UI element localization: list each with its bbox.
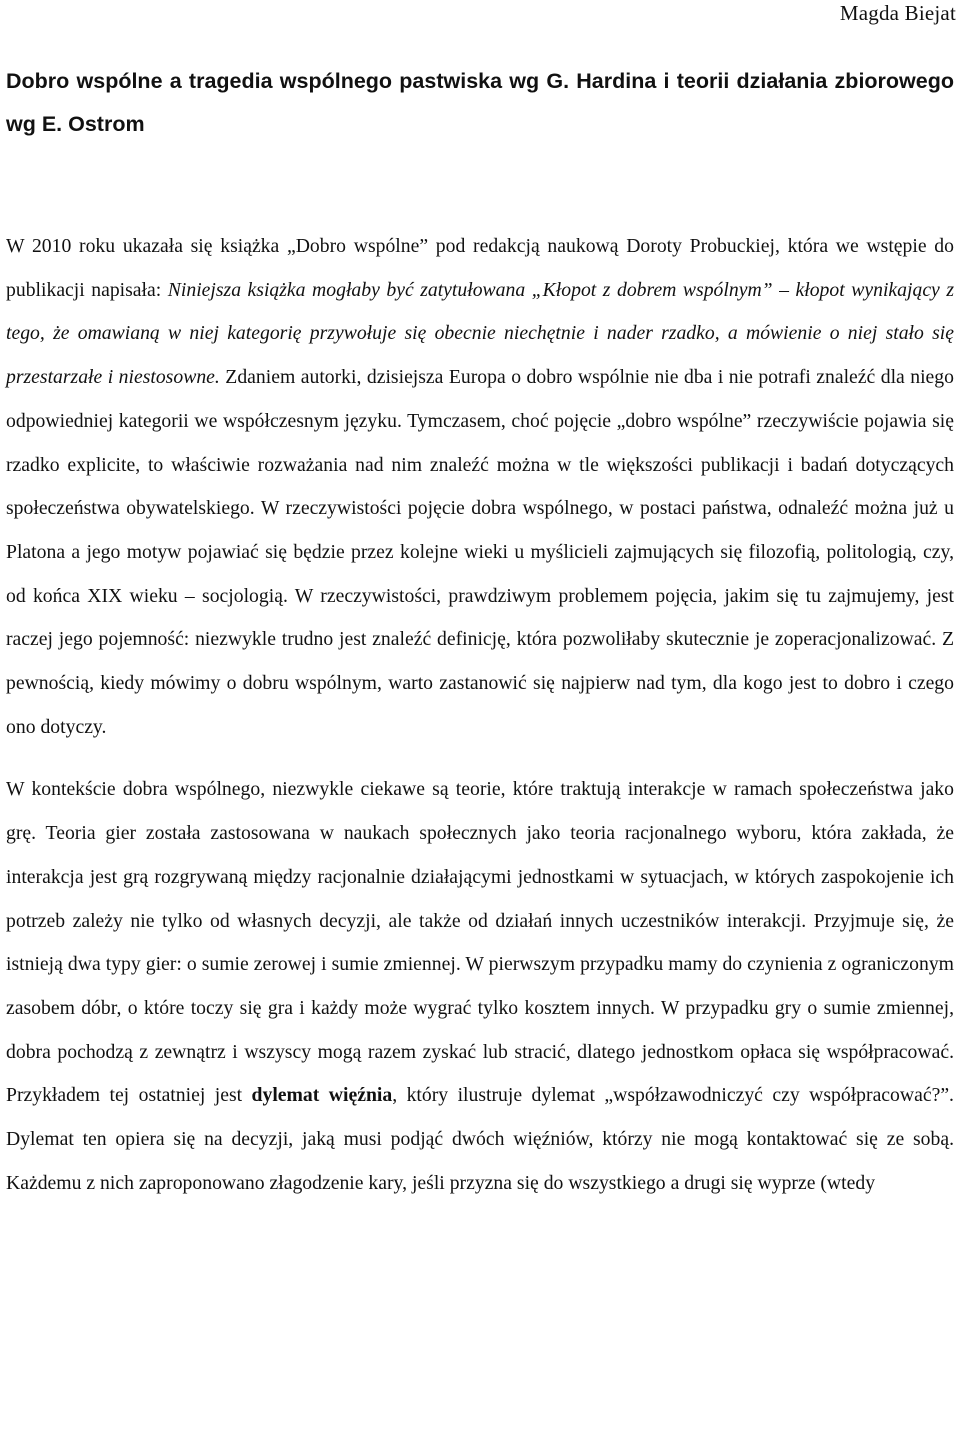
paragraph-1 — [6, 225, 954, 749]
document-title: Dobro wspólne a tragedia wspólnego pastwiska wg G. Hardina i teorii działania zbiorowego wg E. Ostrom — [6, 69, 954, 136]
document-body — [6, 225, 954, 1205]
author-name: Magda Biejat — [839, 1, 956, 25]
paragraph-2-bold-term: dylemat więźnia — [251, 1084, 393, 1107]
paragraph-1-quote: Niniejsza książka mogłaby być zatytułowana „Kłopot z dobrem wspólnym” – kłopot wynikający z tego, że omawianą w niej kategorię przywołuje się obecnie niechętnie i nader rzadko, a mówienie o niej stało się przestarzałe i niestosowne. — [6, 278, 954, 389]
paragraph-1-intro: W 2010 roku ukazała się książka „Dobro wspólne” pod redakcją naukową Doroty Probuckiej, która we wstępie do publikacji napisała: — [6, 235, 954, 301]
paragraph-2-text-start: W kontekście dobra wspólnego, niezwykle ciekawe są teorie, które traktują interakcje w ramach społeczeństwa jako grę. Teoria gier została zastosowana w naukach społecznych jako teoria racjonalnego wyboru, która zakłada, że interakcja jest grą rozgrywaną między racjonalnie działającymi jednostkami w sytuacjach, w których zaspokojenie ich potrzeb zależy nie tylko od własnych decyzji, ale także od działań innych uczestników interakcji. Przyjmuje się, że istnieją dwa typy gier: o sumie zerowej i sumie zmiennej. W pierwszym przypadku mamy do czynienia z ograniczonym zasobem dóbr, o które toczy się gra i każdy może wygrać tylko kosztem innych. W przypadku gry o sumie zmiennej, dobra pochodzą z zewnątrz i wszyscy mogą razem zyskać lub stracić, dlatego jednostkom opłaca się współpracować. Przykładem tej ostatniej jest — [6, 778, 954, 1107]
paragraph-2-text-end: , który ilustruje dylemat „współzawodniczyć czy współpracować?”. Dylemat ten opiera się na decyzji, jaką musi podjąć dwóch więźniów, którzy nie mogą kontaktować się ze sobą. Każdemu z nich zaproponowano złagodzenie kary, jeśli przyzna się do wszystkiego a drugi się wyprze (wtedy — [6, 1084, 954, 1194]
paragraph-2 — [6, 768, 954, 1205]
paragraph-1-rest: Zdaniem autorki, dzisiejsza Europa o dobro wspólnie nie dba i nie potrafi znaleźć dla niego odpowiedniej kategorii we współczesnym języku. Tymczasem, choć pojęcie „dobro wspólne” rzeczywiście pojawia się rzadko explicite, to właściwie rozważania nad nim znaleźć można w tle większości publikacji i badań dotyczących społeczeństwa obywatelskiego. W rzeczywistości pojęcie dobra wspólnego, w postaci państwa, odnaleźć można już u Platona a jego motyw pojawiać się będzie przez kolejne wieki u myślicieli zajmujących się filozofią, politologią, czy, od końca XIX wieku – socjologią. W rzeczywistości, prawdziwym problemem pojęcia, jakim się tu zajmujemy, jest raczej jego pojemność: niezwykle trudno jest znaleźć definicję, która pozwoliłaby skutecznie je zoperacjonalizować. Z pewnością, kiedy mówimy o dobru wspólnym, warto zastanowić się najpierw nad tym, dla kogo jest to dobro i czego ono dotyczy. — [6, 366, 954, 738]
